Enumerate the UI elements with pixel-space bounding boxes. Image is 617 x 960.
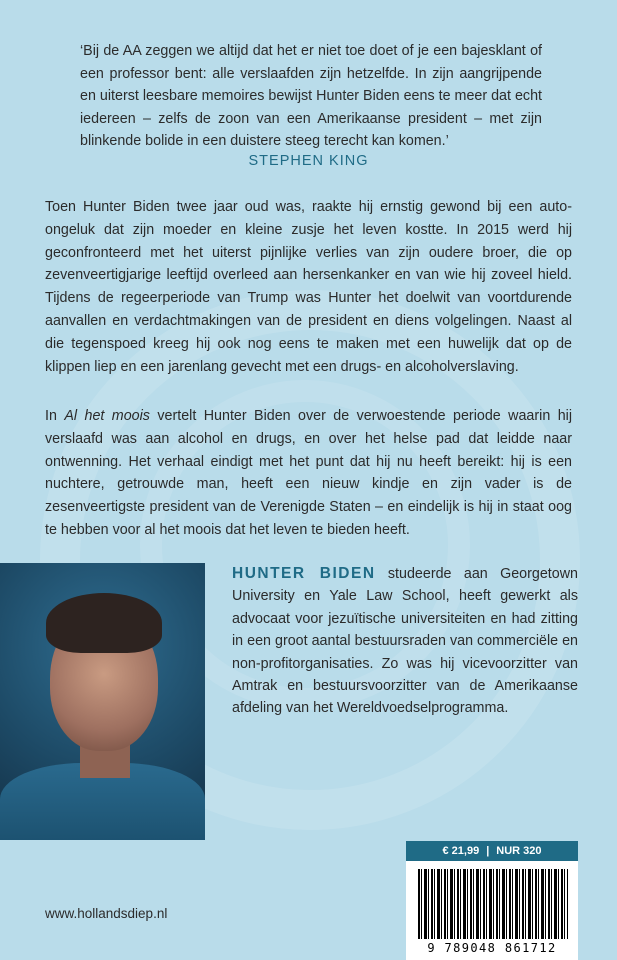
quote-author: STEPHEN KING xyxy=(248,153,369,169)
author-photo xyxy=(0,563,205,840)
author-name: HUNTER BIDEN xyxy=(232,565,376,582)
paragraph-2-prefix: In xyxy=(45,408,65,424)
author-bio-text: studeerde aan Georgetown University en Yale Law School, heeft gewerkt als advocaat voor jezuïtische universiteiten en had zitting in een groot aantal bestuursraden van commerciële en non-profitorganisaties. Zo was hij vicevoorzitter van Amtrak en bestuursvoorzitter van de Amerikaanse afdeling van het Wereldvoedselprogramma. xyxy=(232,566,578,717)
endorsement-quote: ‘Bij de AA zeggen we altijd dat het er niet toe doet of je een bajesklant of een professor bent: alle verslaafden zijn hetzelfde. In zijn aangrijpende en uiterst leesbare memoires bewijst Hunter Biden eens te meer dat echt iedereen – zelfs de zoon van een Amerikaanse president – met zijn blinkende bolide in een duistere steeg terecht kan komen.’ xyxy=(80,43,542,150)
nur-code: NUR 320 xyxy=(496,845,542,857)
photo-hair xyxy=(46,593,162,653)
description-paragraph-2 xyxy=(45,405,572,542)
author-bio xyxy=(232,563,578,720)
price-amount: € 21,99 xyxy=(442,845,480,857)
isbn-number: 9 789048 861712 xyxy=(427,941,557,955)
paragraph-2-rest: vertelt Hunter Biden over de verwoestende periode waarin hij verslaafd was aan alcohol en drugs, en over het helse pad dat leidde naar ontwenning. Het verhaal eindigt met het punt dat hij nu heeft bereikt: hij is een nuchtere, getrouwde man, heeft een nieuw kindje en zijn vader is de zesenveertigste president van de Verenigde Staten – en eindelijk is hij in staat oog te hebben voor al het moois dat het leven te bieden heeft. xyxy=(45,408,572,538)
description-paragraph-1: Toen Hunter Biden twee jaar oud was, raakte hij ernstig gewond bij een auto-ongeluk dat zijn moeder en kleine zusje het leven kostte. In 2015 werd hij geconfronteerd met het uiterst pijnlijke verlies van zijn oudere broer, die op zevenveertigjarige leeftijd overleed aan hersenkanker en van wie hij zoveel hield. Tijdens de regeerperiode van Trump was Hunter het doelwit van voortdurende aanvallen en verdachtmakingen van de president en diens volgelingen. Naast al die tegenspoed kreeg hij ook nog eens te maken met een huwelijk dat op de klippen liep en een jarenlang gevecht met een drugs- en alcoholverslaving. xyxy=(45,199,572,375)
book-title-italic: Al het moois xyxy=(64,408,150,424)
barcode-box xyxy=(406,861,578,960)
publisher-website: www.hollandsdiep.nl xyxy=(45,906,168,921)
price-bar xyxy=(406,841,578,861)
barcode-icon xyxy=(418,869,568,939)
price-separator: | xyxy=(486,845,490,857)
